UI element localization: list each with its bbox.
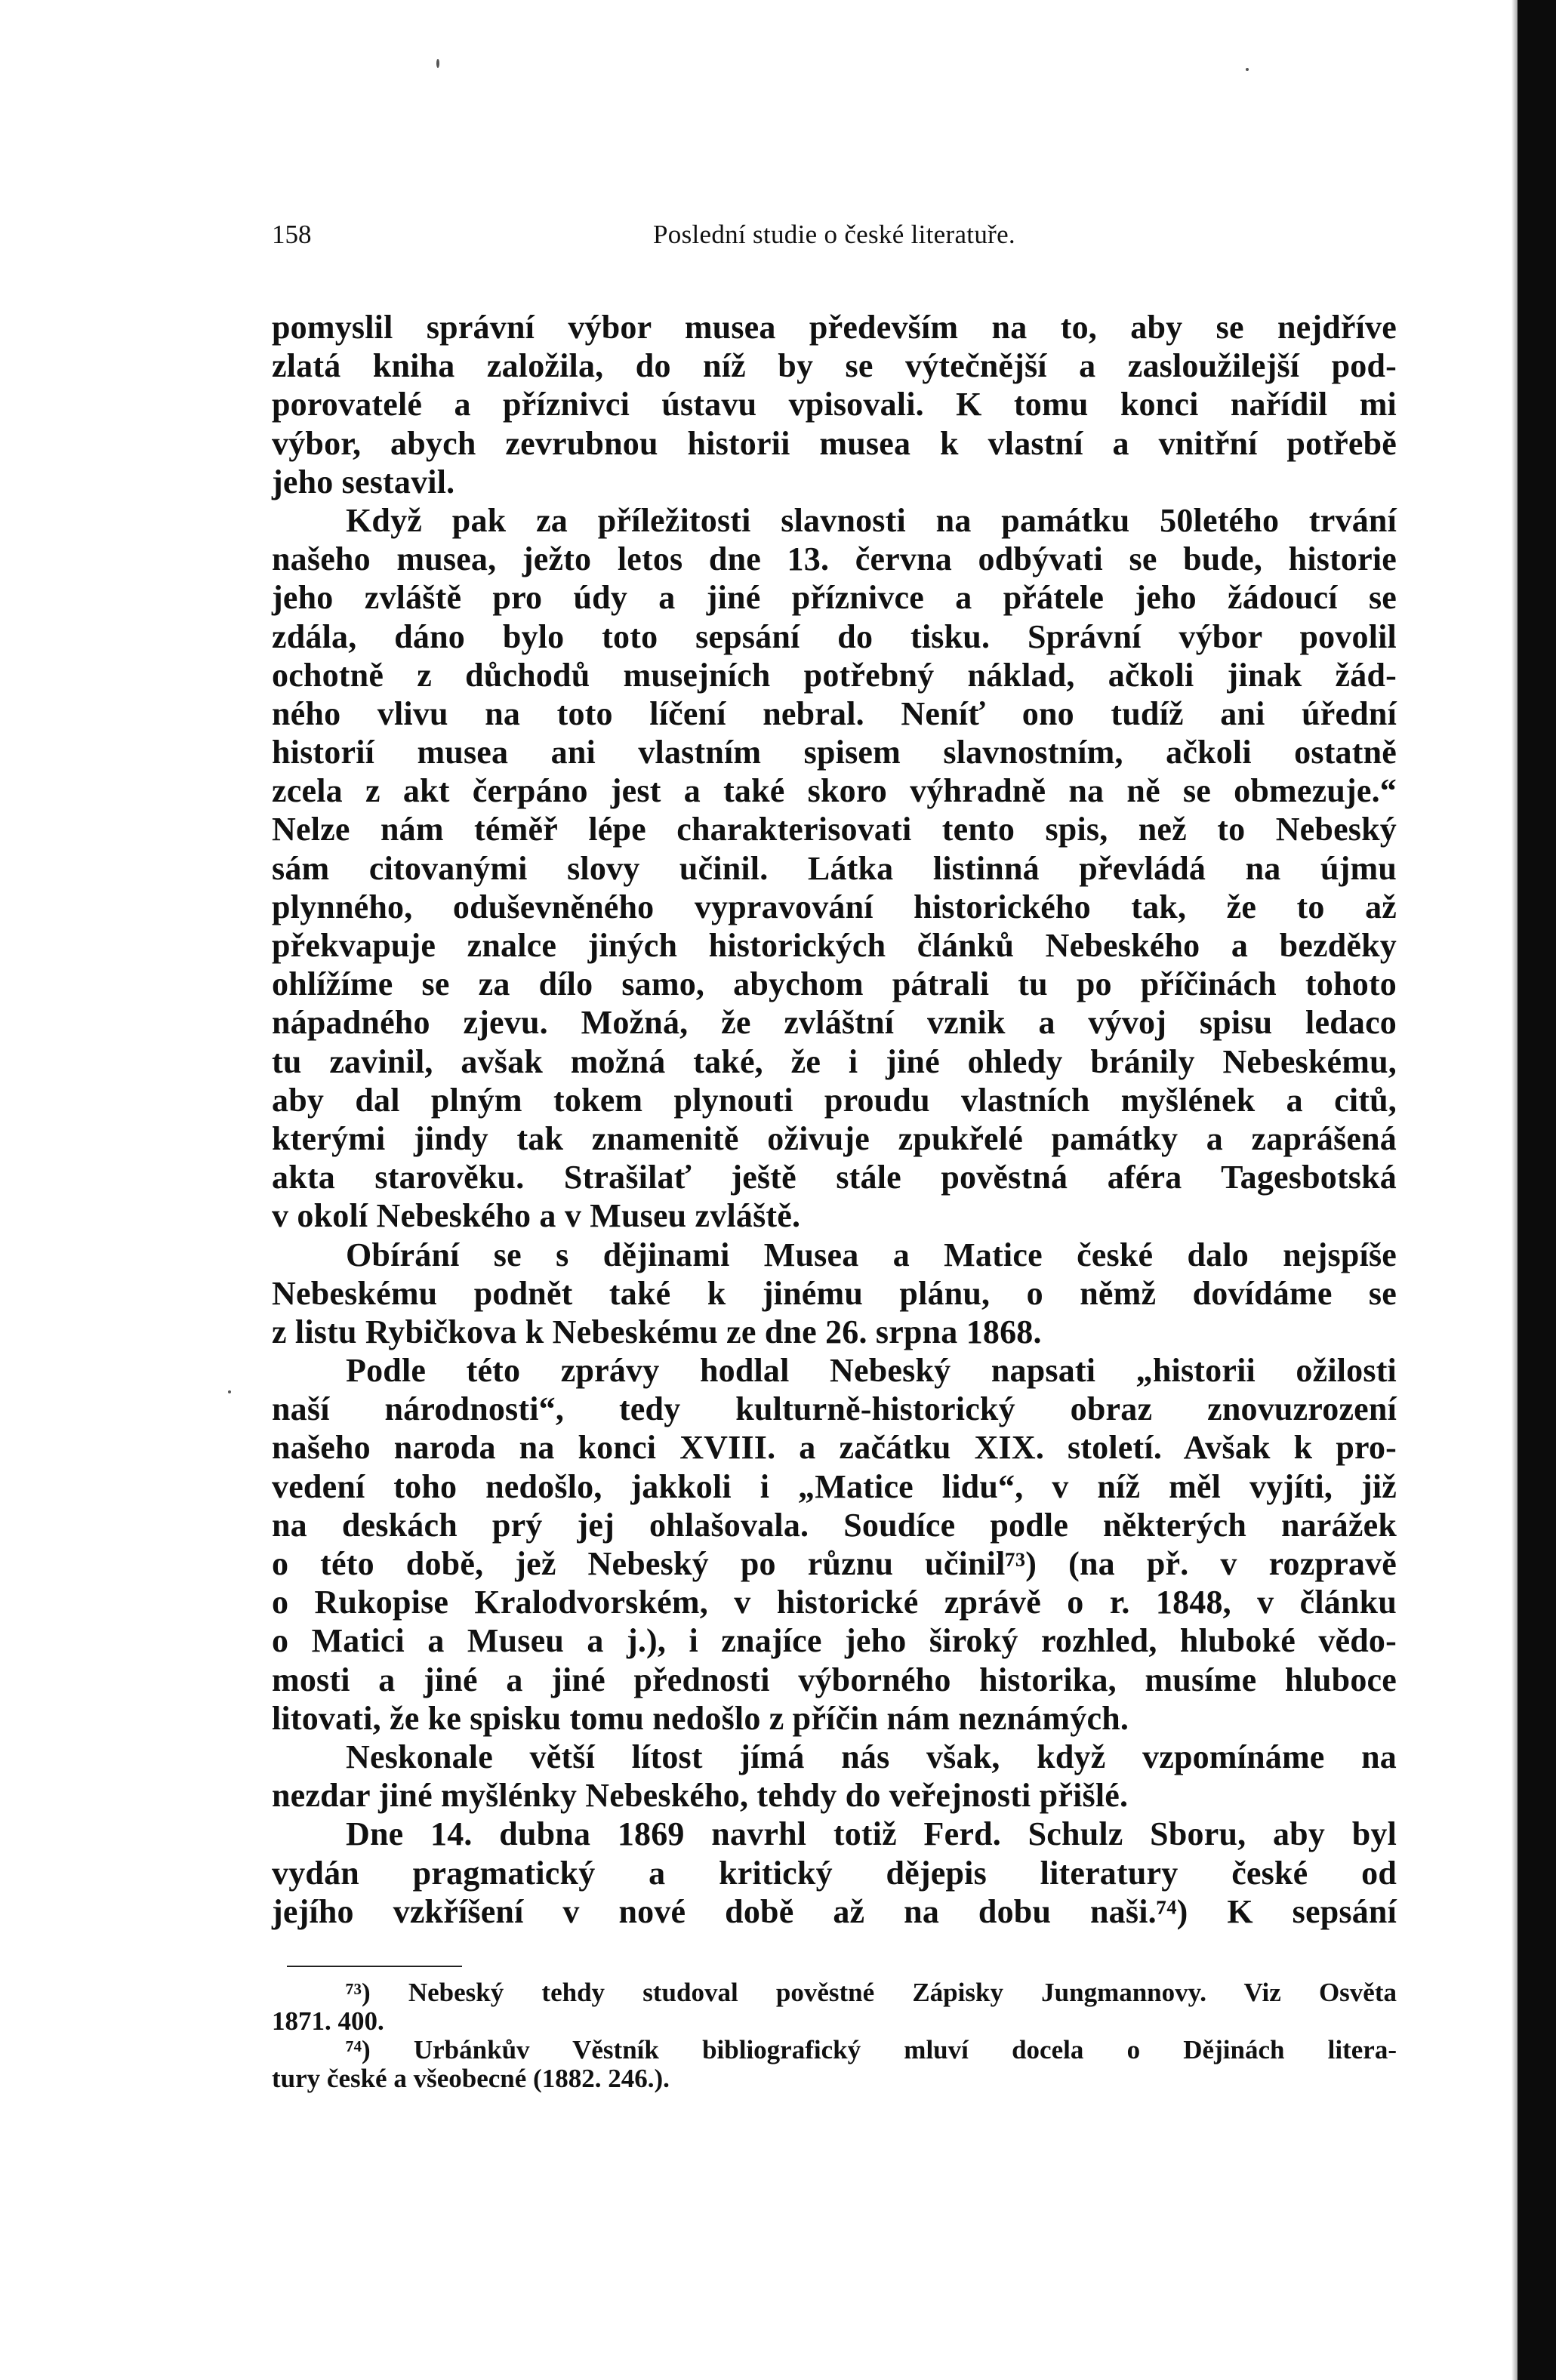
- text-line: plynného, oduševněného vypravování historického tak, že to až: [272, 888, 1397, 925]
- text-line: porovatelé a příznivci ústavu vpisovali. K tomu konci nařídil mi: [272, 386, 1397, 423]
- text-line: Obírání se s dějinami Musea a Matice české dalo nejspíše: [346, 1236, 1397, 1273]
- text-line: mosti a jiné a jiné přednosti výborného historika, musíme hluboce: [272, 1661, 1397, 1698]
- text-line: na deskách prý jej ohlašovala. Soudíce podle některých narážek: [272, 1506, 1397, 1544]
- footnote-divider: [287, 1966, 462, 1967]
- text-line: zcela z akt čerpáno jest a také skoro výhradně na ně se obmezuje.“: [272, 772, 1397, 810]
- scan-speck: [1246, 68, 1249, 71]
- text-line: vydán pragmatický a kritický dějepis literatury české od: [272, 1854, 1397, 1892]
- text-line: tu zavinil, avšak možná také, že i jiné ohledy bránily Nebeskému,: [272, 1042, 1397, 1080]
- footnote-line: ⁷⁴) Urbánkův Věstník bibliografický mluví docela o Dějinách litera-: [346, 2035, 1397, 2064]
- text-line: zdála, dáno bylo toto sepsání do tisku. Správní výbor povolil: [272, 617, 1397, 655]
- text-line: ohlížíme se za dílo samo, abychom pátrali tu po příčinách tohoto: [272, 965, 1397, 1003]
- text-line: Neskonale větší lítost jímá nás však, když vzpomínáme na: [346, 1738, 1397, 1775]
- text-line: Nelze nám téměř lépe charakterisovati tento spis, než to Nebeský: [272, 811, 1397, 848]
- text-line: našeho musea, ježto letos dne 13. června odbývati se bude, historie: [272, 540, 1397, 578]
- footnote-line: ⁷³) Nebeský tehdy studoval pověstné Zápisky Jungmannovy. Viz Osvěta: [346, 1978, 1397, 2007]
- page-edge-shadow: [1511, 0, 1517, 2380]
- text-line: o této době, jež Nebeský po různu učinil⁷³) (na př. v rozpravě: [272, 1545, 1397, 1582]
- text-line: Podle této zprávy hodlal Nebeský napsati „historii ožilosti: [346, 1352, 1397, 1390]
- text-line: výbor, abych zevrubnou historii musea k vlastní a vnitřní potřebě: [272, 424, 1397, 462]
- scan-speck: [436, 59, 439, 68]
- text-line: ochotně z důchodů musejních potřebný náklad, ačkoli jinak žád-: [272, 656, 1397, 694]
- scan-border: [1517, 0, 1556, 2380]
- text-line: sám citovanými slovy učinil. Látka listinná převládá na újmu: [272, 849, 1397, 887]
- text-line: nezdar jiné myšlénky Nebeského, tehdy do veřejnosti přišlé.: [272, 1777, 1129, 1815]
- footnote-line: tury české a všeobecné (1882. 246.).: [272, 2064, 670, 2093]
- text-line: naší národnosti“, tedy kulturně-historický obraz znovuzrození: [272, 1390, 1397, 1428]
- text-line: jeho zvláště pro údy a jiné příznivce a přátele jeho žádoucí se: [272, 579, 1397, 617]
- text-line: jeho sestavil.: [272, 463, 455, 500]
- text-line: ného vlivu na toto líčení nebral. Neníť ono tudíž ani úřední: [272, 694, 1397, 732]
- text-line: překvapuje znalce jiných historických článků Nebeského a bezděky: [272, 927, 1397, 964]
- text-line: o Matici a Museu a j.), i znajíce jeho široký rozhled, hluboké vědo-: [272, 1622, 1397, 1660]
- body-text: [272, 308, 1397, 1931]
- text-line: v okolí Nebeského a v Museu zvláště.: [272, 1197, 801, 1235]
- text-line: zlatá kniha založila, do níž by se výtečnější a zasloužilejší pod-: [272, 347, 1397, 385]
- text-line: nápadného zjevu. Možná, že zvláštní vznik a vývoj spisu ledaco: [272, 1004, 1397, 1042]
- text-line: litovati, že ke spisku tomu nedošlo z příčin nám neznámých.: [272, 1699, 1129, 1737]
- footnote-line: 1871. 400.: [272, 2006, 384, 2036]
- text-line: Nebeskému podnět také k jinému plánu, o němž dovídáme se: [272, 1274, 1397, 1312]
- page-number: 158: [272, 220, 312, 249]
- running-head: [272, 216, 1397, 254]
- text-line: pomyslil správní výbor musea především na to, aby se nejdříve: [272, 309, 1397, 346]
- footnotes: [272, 1978, 1397, 2093]
- text-line: našeho naroda na konci XVIII. a začátku XIX. století. Avšak k pro-: [272, 1429, 1397, 1467]
- text-line: vedení toho nedošlo, jakkoli i „Matice lidu“, v níž měl vyjíti, již: [272, 1467, 1397, 1505]
- text-line: akta starověku. Strašilať ještě stále pověstná aféra Tagesbotská: [272, 1159, 1397, 1196]
- text-line: historií musea ani vlastním spisem slavnostním, ačkoli ostatně: [272, 734, 1397, 771]
- text-line: o Rukopise Kralodvorském, v historické zprávě o r. 1848, v článku: [272, 1584, 1397, 1621]
- text-line: z listu Rybičkova k Nebeskému ze dne 26. srpna 1868.: [272, 1313, 1042, 1350]
- scan-speck: [228, 1390, 231, 1393]
- text-line: aby dal plným tokem plynouti proudu vlastních myšlének a citů,: [272, 1081, 1397, 1119]
- text-line: jejího vzkříšení v nové době až na dobu naši.⁷⁴) K sepsání: [272, 1892, 1397, 1930]
- running-title: Poslední studie o české literatuře.: [653, 220, 1015, 249]
- text-line: Dne 14. dubna 1869 navrhl totiž Ferd. Schulz Sboru, aby byl: [346, 1815, 1397, 1853]
- text-line: kterými jindy tak znamenitě oživuje zpukřelé památky a zaprášená: [272, 1119, 1397, 1157]
- text-line: Když pak za příležitosti slavnosti na památku 50letého trvání: [346, 501, 1397, 539]
